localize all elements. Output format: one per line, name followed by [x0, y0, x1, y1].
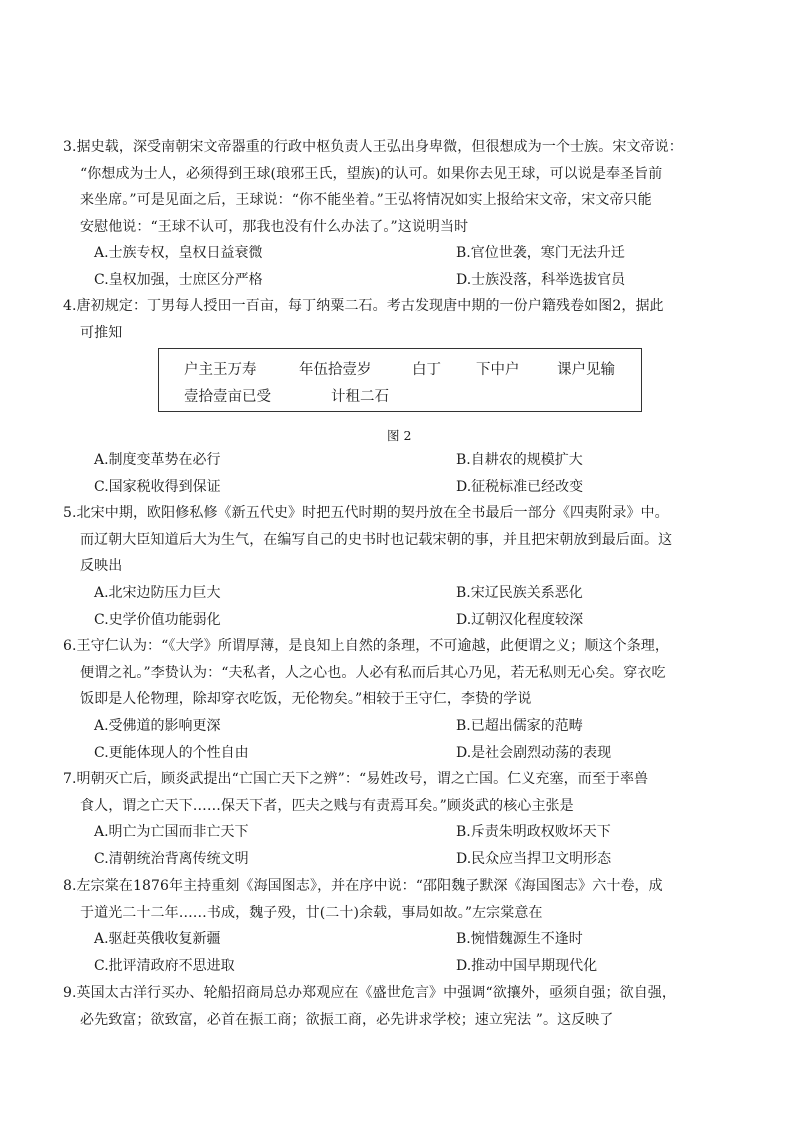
- question-5-option-a[interactable]: A.北宋边防压力巨大: [94, 585, 221, 601]
- question-4-line-2: 可推知: [80, 324, 123, 341]
- household-register-figure: [158, 348, 642, 412]
- question-8-option-c[interactable]: C.批评清政府不思进取: [94, 957, 235, 974]
- question-7-line-2: 食人，谓之亡天下……保天下者，匹夫之贱与有责焉耳矣。”顾炎武的核心主张是: [80, 797, 574, 814]
- question-9-line-2: 必先致富；欲致富，必首在振工商；欲振工商，必先讲求学校；速立宪法 ”。这反映了: [80, 1011, 614, 1028]
- question-5-stem: [63, 500, 735, 580]
- question-7-stem: [63, 766, 735, 819]
- question-7-option-d[interactable]: D.民众应当捍卫文明形态: [456, 850, 612, 867]
- question-4-line-1: 4.唐初规定：丁男每人授田一百亩，每丁纳粟二石。考古发现唐中期的一份户籍残卷如图2，据此: [63, 298, 664, 314]
- question-5-line-1: 5.北宋中期，欧阳修私修《新五代史》时把五代时期的契丹放在全书最后一部分《四夷附录》中。: [63, 505, 669, 521]
- question-3-line-2: “你想成为士人，必须得到王球(琅邪王氏，望族)的认可。如果你去见王球，可以说是奉圣旨前: [80, 165, 663, 182]
- question-3-stem: [63, 134, 735, 240]
- question-3-line-4: 安慰他说：“王球不认可，那我也没有什么办法了。”这说明当时: [80, 218, 469, 235]
- question-5-line-3: 反映出: [80, 558, 123, 574]
- question-3-line-1: 3.据史载，深受南朝宋文帝器重的行政中枢负责人王弘出身卑微，但很想成为一个士族。宋文帝说：: [63, 139, 683, 155]
- question-6-line-2: 便谓之礼。”李贽认为：“夫私者，人之心也。人必有私而后其心乃见，若无私则无心矣。穿衣吃: [80, 664, 666, 681]
- question-6-option-c[interactable]: C.更能体现人的个性自由: [94, 744, 249, 761]
- question-6-stem: [63, 633, 735, 713]
- figure-cell-household-grade: 下中户: [476, 362, 520, 378]
- question-7-line-1: 7.明朝灭亡后，顾炎武提出“亡国亡天下之辨”：“易姓改号，谓之亡国。仁义充塞，而至于率兽: [63, 771, 649, 787]
- figure-cell-status: 白丁: [412, 362, 441, 378]
- question-6-line-1: 6.王守仁认为：“《大学》所谓厚薄，是良知上自然的条理，不可逾越，此便谓之义；顺这个条理，: [63, 638, 670, 654]
- question-8-stem: [63, 873, 735, 926]
- question-8-options: [94, 926, 734, 979]
- figure-caption: 图 2: [387, 428, 412, 443]
- question-3-options: [94, 240, 734, 293]
- question-7-options: [94, 819, 734, 872]
- question-4-option-d[interactable]: D.征税标准已经改变: [456, 478, 584, 495]
- question-5-option-d[interactable]: D.辽朝汉化程度较深: [456, 611, 584, 628]
- question-7-option-c[interactable]: C.清朝统治背离传统文明: [94, 850, 249, 867]
- question-4-option-b[interactable]: B.自耕农的规模扩大: [456, 452, 583, 468]
- figure-cell-land: 壹拾壹亩已受: [184, 389, 271, 405]
- question-6-options: [94, 713, 734, 766]
- question-4-stem: [63, 293, 735, 346]
- question-6-option-b[interactable]: B.已超出儒家的范畴: [456, 718, 583, 734]
- figure-cell-age: 年伍拾壹岁: [299, 362, 372, 378]
- question-3-option-d[interactable]: D.士族没落，科举选拔官员: [456, 271, 626, 288]
- question-6-option-d[interactable]: D.是社会剧烈动荡的表现: [456, 744, 612, 761]
- question-7-option-a[interactable]: A.明亡为亡国而非亡天下: [94, 824, 249, 840]
- question-5-option-c[interactable]: C.史学价值功能弱化: [94, 611, 221, 628]
- question-7-option-b[interactable]: B.斥责朱明政权败坏天下: [456, 824, 611, 840]
- question-8-option-d[interactable]: D.推动中国早期现代化: [456, 957, 598, 974]
- question-8-option-a[interactable]: A.驱赶英俄收复新疆: [94, 931, 221, 947]
- question-6-option-a[interactable]: A.受佛道的影响更深: [94, 718, 221, 734]
- question-3-option-a[interactable]: A.士族专权，皇权日益衰微: [94, 245, 263, 261]
- question-3-option-c[interactable]: C.皇权加强，士庶区分严格: [94, 271, 263, 288]
- question-5-line-2: 而辽朝大臣知道后大为生气，在编写自己的史书时也记载宋朝的事，并且把宋朝放到最后面。这: [80, 531, 673, 548]
- question-3-option-b[interactable]: B.官位世袭，寒门无法升迁: [456, 245, 625, 261]
- figure-cell-householder: 户主王万寿: [184, 362, 257, 378]
- question-5-options: [94, 580, 734, 633]
- question-4-option-c[interactable]: C.国家税收得到保证: [94, 478, 221, 495]
- figure-cell-tax-status: 课户见输: [557, 362, 615, 378]
- question-6-line-3: 饭即是人伦物理，除却穿衣吃饭，无伦物矣。”相较于王守仁，李贽的学说: [80, 691, 532, 707]
- figure-cell-rent: 计租二石: [331, 389, 389, 405]
- question-5-option-b[interactable]: B.宋辽民族关系恶化: [456, 585, 583, 601]
- question-3-line-3: 来坐席。”可是见面之后，王球说：“你不能坐着。”王弘将情况如实上报给宋文帝，宋文帝只能: [80, 192, 652, 208]
- question-8-line-1: 8.左宗棠在1876年主持重刻《海国图志》，并在序中说：“邵阳魏子默深《海国图志》六十卷，成: [63, 878, 663, 894]
- question-4-options: [94, 447, 734, 500]
- question-9-line-1: 9.英国太古洋行买办、轮船招商局总办郑观应在《盛世危言》中强调“欲攘外，亟须自强；欲自强，: [63, 985, 677, 1001]
- question-4-option-a[interactable]: A.制度变革势在必行: [94, 452, 221, 468]
- question-9-stem: [63, 980, 735, 1033]
- question-8-line-2: 于道光二十二年……书成，魏子殁，廿(二十)余载，事局如故。”左宗棠意在: [80, 904, 543, 921]
- question-8-option-b[interactable]: B.惋惜魏源生不逢时: [456, 931, 583, 947]
